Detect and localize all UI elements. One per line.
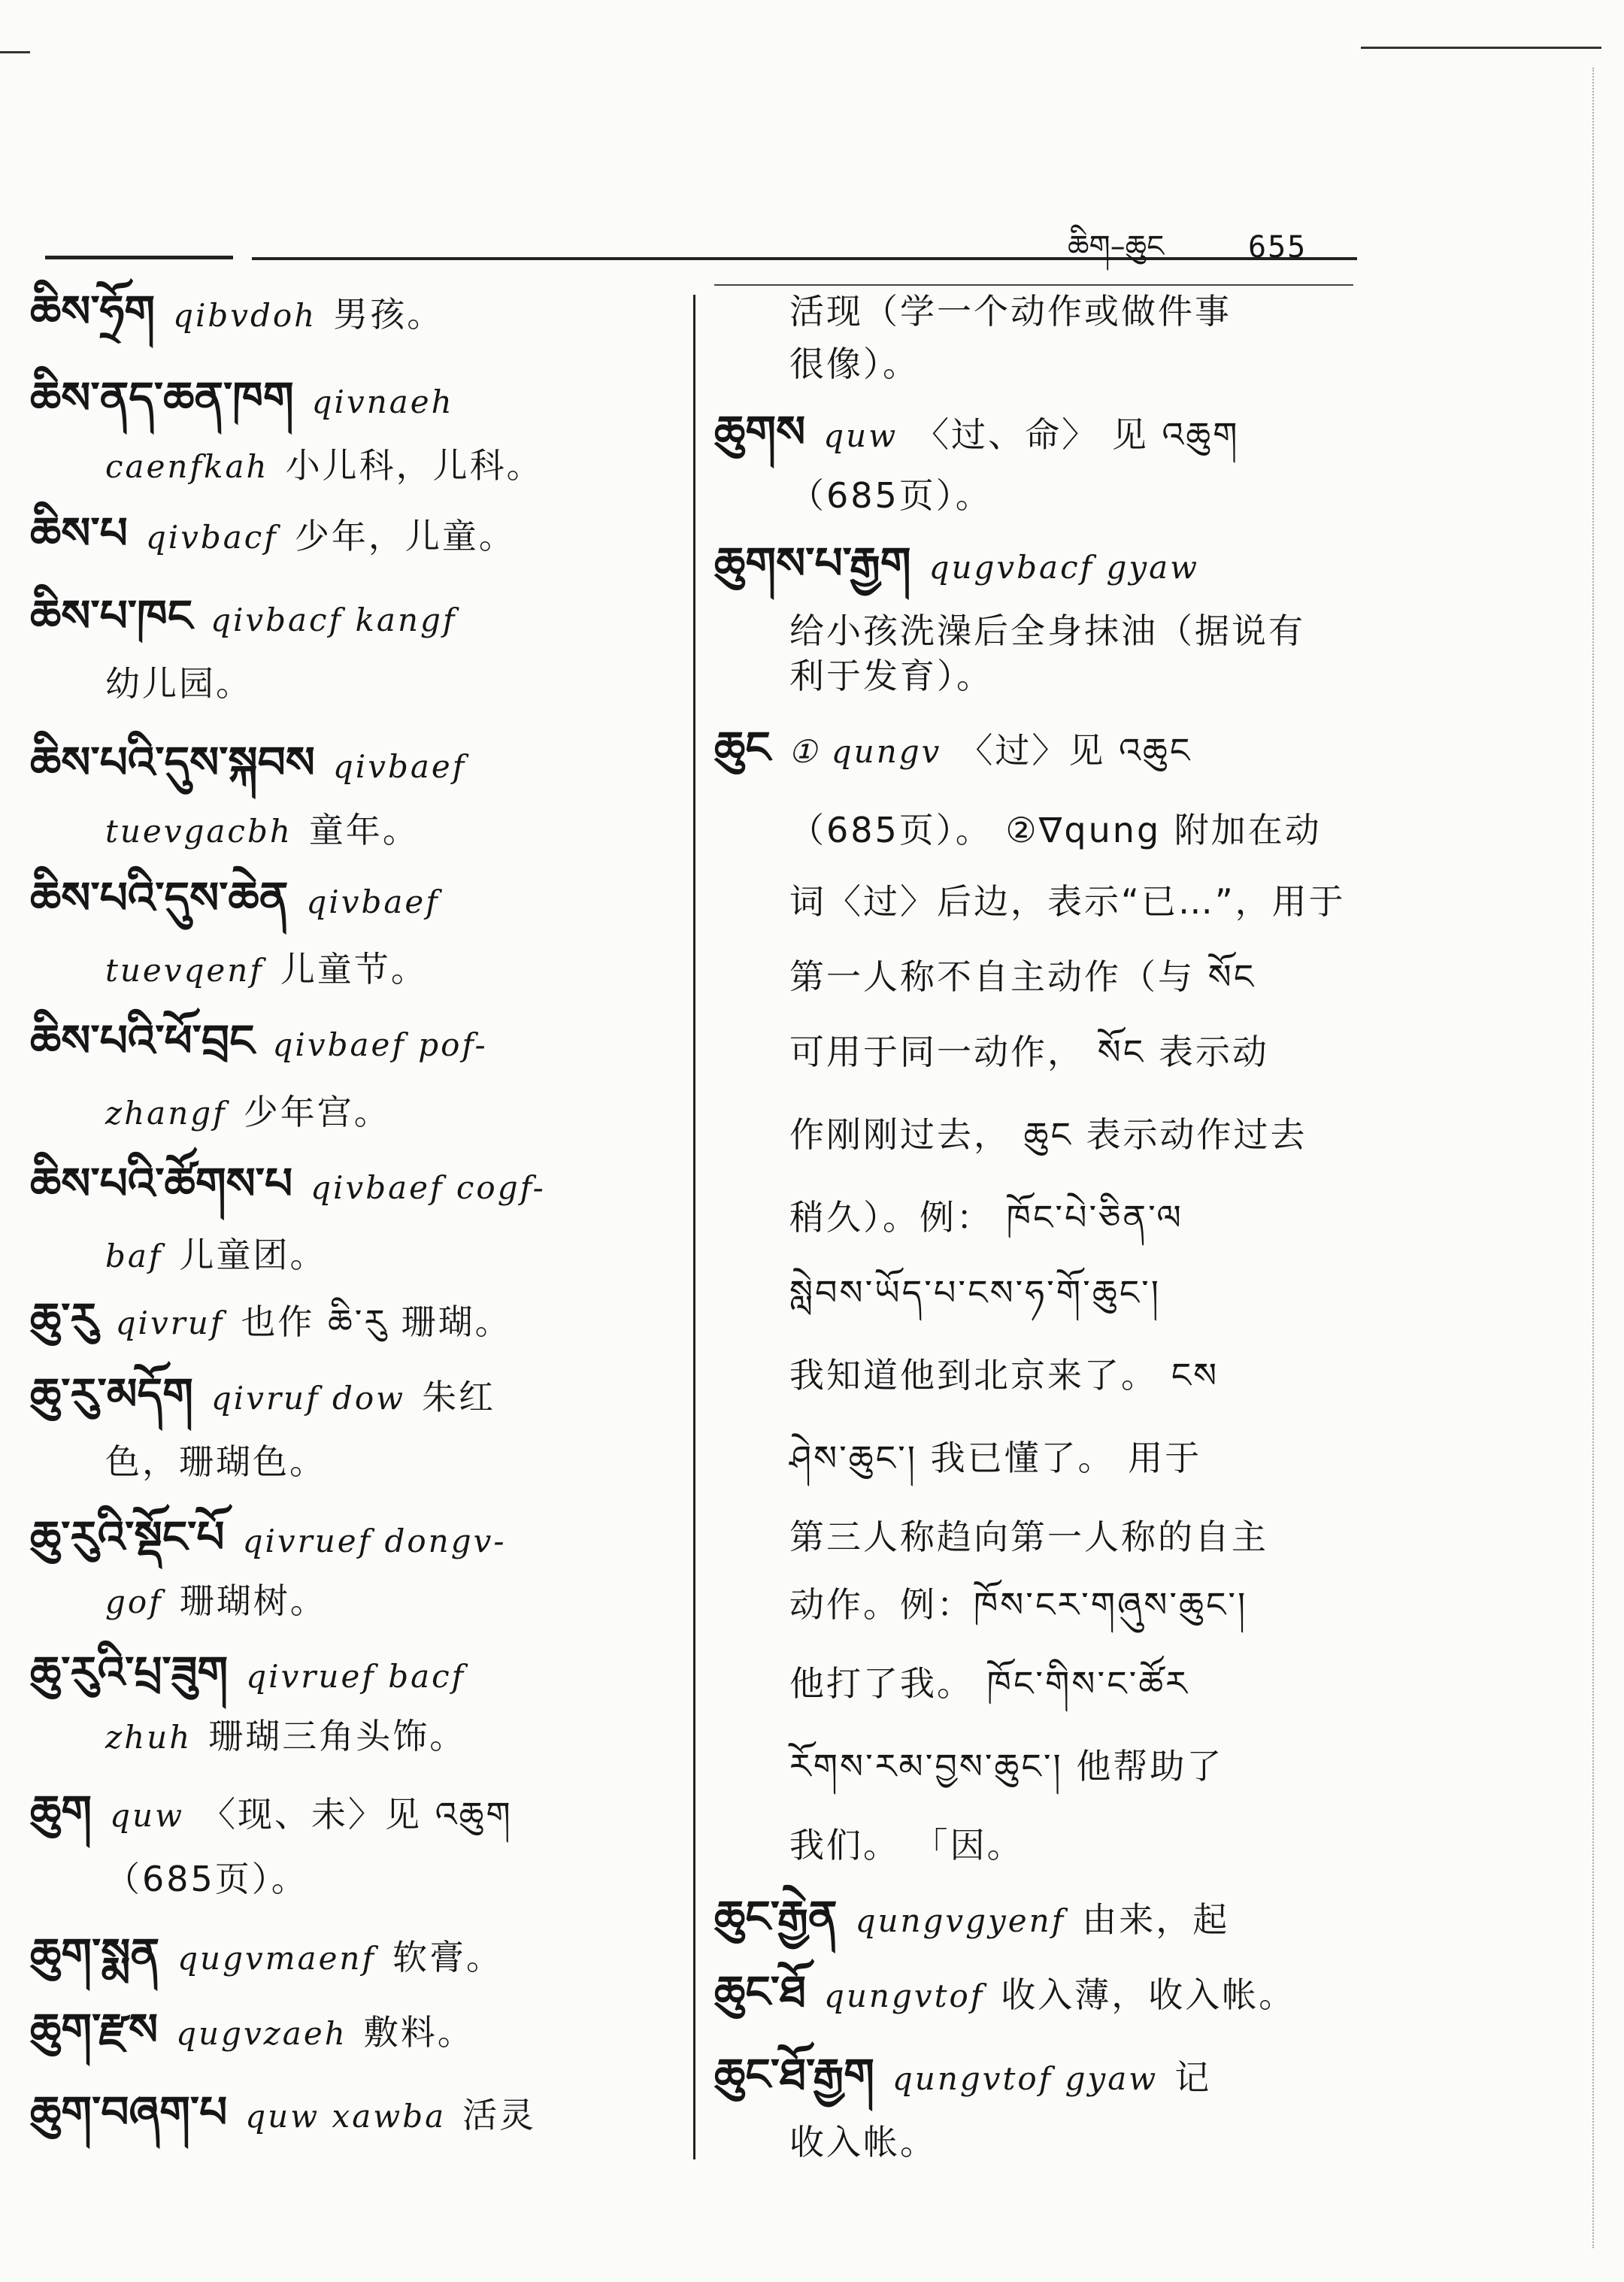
tibetan-headword: ཆུང་ཐོ [714, 1966, 806, 2017]
entry-line [714, 406, 1240, 458]
entry-line [30, 590, 473, 642]
entry-line [714, 880, 1346, 923]
chinese-gloss: 由来，起 [1082, 1899, 1230, 1940]
chinese-gloss: 我们。 「因。 [789, 1825, 1024, 1865]
chinese-gloss: 珊瑚三角头饰。 [208, 1716, 467, 1756]
chinese-gloss: 幼儿园。 [105, 663, 253, 704]
romanization: qibvdoh [173, 297, 317, 334]
entry-line [30, 872, 456, 924]
entry-line [714, 538, 1216, 589]
header-rule-under [714, 284, 1353, 286]
entry-line [714, 2120, 937, 2164]
chinese-gloss: 词〈过〉后边，表示“已…”，用于 [789, 881, 1346, 922]
entry-line [714, 1515, 1268, 1559]
chinese-gloss: 记 [1174, 2057, 1212, 2098]
chinese-gloss: 利于发育）。 [789, 656, 993, 696]
chinese-gloss: 小儿科，儿科。 [285, 445, 544, 486]
chinese-gloss: （685页）。 ②∇qung 附加在动 [789, 810, 1322, 850]
entry-line [714, 474, 992, 517]
tibetan-headword: ཆིས་ནད་ཆན་ཁག [30, 372, 294, 423]
entry-line [30, 1714, 466, 1759]
chinese-gloss: 色，珊瑚色。 [105, 1441, 326, 1482]
column-divider [693, 295, 695, 2159]
chinese-gloss: 〈过〉见 འཆུང [958, 730, 1192, 771]
chinese-gloss: 朱红 [422, 1377, 496, 1417]
romanization: quw [110, 1797, 185, 1834]
romanization: qivbacf [145, 519, 278, 556]
romanization: caenfkah [105, 448, 269, 485]
chinese-gloss: 可用于同一动作， སོང 表示动 [789, 1032, 1269, 1072]
romanization: tuevqenf [105, 952, 264, 989]
entry-line [714, 1030, 1269, 1074]
romanization: gof [105, 1583, 163, 1620]
entry-line [30, 2004, 474, 2056]
chinese-gloss: 儿童节。 [280, 949, 428, 989]
scan-edge-right [1592, 68, 1594, 2248]
chinese-gloss: 作刚刚过去， ཆུང 表示动作过去 [789, 1114, 1307, 1155]
romanization: qugvzaeh [176, 2015, 347, 2052]
chinese-gloss: 软膏。 [392, 1937, 504, 1977]
entry-line [30, 1233, 326, 1278]
romanization: baf [105, 1238, 163, 1274]
entry-line [30, 1015, 504, 1067]
romanization: quw xawba [245, 2098, 447, 2135]
chinese-gloss: 他打了我。 ཁོང་གིས་ང་ཚོར [789, 1663, 1189, 1704]
chinese-gloss: 收入薄，收入帐。 [1001, 1974, 1296, 2015]
entry-line [30, 1511, 523, 1563]
romanization: qivruef dongv- [242, 1523, 507, 1559]
entry-line [30, 1929, 504, 1980]
entry-line [30, 372, 471, 424]
entry-line [714, 955, 1256, 999]
tibetan-headword: ཆིས་པ [30, 508, 128, 559]
chinese-gloss: 第三人称趋向第一人称的自主 [789, 1517, 1268, 1557]
entry-line [714, 1113, 1307, 1156]
entry-line [30, 1158, 562, 1210]
chinese-gloss: （685页）。 [789, 475, 992, 516]
romanization: ① qungv [788, 733, 942, 770]
entry-line [30, 1579, 327, 1624]
tibetan-headword: ཆིས་པའི་དུས་ཆེན [30, 872, 289, 923]
romanization: qivbacf kangf [211, 602, 457, 638]
tibetan-headword: ཆུག་རྫས [30, 2004, 159, 2055]
entry-line [30, 808, 420, 853]
entry-line [714, 1823, 1024, 1867]
tibetan-headword: ཆུང་ཐོ་རྒྱག [714, 2049, 874, 2100]
romanization: qungvtof [823, 1977, 985, 2014]
chinese-gloss: ཤེས་ཆུང་། 我已懂了。 用于 [789, 1438, 1202, 1478]
entry-line [714, 654, 993, 698]
chinese-gloss: 男孩。 [333, 294, 444, 335]
tibetan-headword: ཆིས་པ་ཁང [30, 590, 193, 641]
entry-line [714, 289, 1232, 333]
entry-line [30, 1368, 496, 1420]
entry-line [30, 286, 444, 338]
chinese-gloss: 很像）。 [789, 344, 920, 384]
entry-line [30, 508, 516, 559]
chinese-gloss: 稍久）。例： ཁོང་པེ་ཅིན་ལ [789, 1197, 1183, 1238]
romanization: qugvmaenf [177, 1940, 377, 1977]
chinese-gloss: 〈现、未〉见 འཆུག [201, 1794, 513, 1835]
tibetan-headword: ཆུ་རུའི་པྲ་ཟུག [30, 1647, 229, 1698]
chinese-gloss: 敷料。 [363, 2012, 474, 2053]
chinese-gloss: 我知道他到北京来了。 ངས [789, 1355, 1220, 1396]
chinese-gloss: 第一人称不自主动作（与 སོང [789, 956, 1256, 997]
chinese-gloss: རོགས་རམ་བྱས་ཆུང་། 他帮助了 [789, 1746, 1224, 1787]
romanization: qivruef bacf [246, 1658, 466, 1695]
chinese-gloss: 活现（学一个动作或做件事 [789, 291, 1232, 332]
tibetan-headword: ཆུག་བཞག་པ [30, 2087, 228, 2138]
entry-line [30, 1090, 391, 1135]
tibetan-headword: ཆུ་རུའི་སྡོང་པོ [30, 1511, 225, 1562]
entry-line [30, 1857, 308, 1901]
entry-line [714, 1583, 1247, 1626]
chinese-gloss: 珊瑚树。 [179, 1580, 327, 1621]
entry-line [30, 1440, 326, 1483]
entry-line [30, 2087, 537, 2138]
entry-line [30, 1293, 512, 1345]
tibetan-headword: ཆུག་སྨན [30, 1929, 160, 1980]
entry-line [714, 342, 920, 386]
tibetan-headword: ཆུགས [714, 406, 806, 457]
tibetan-headword: ཆིས་པའི་ཚོགས་པ [30, 1158, 293, 1209]
chinese-gloss: 儿童团。 [179, 1235, 327, 1275]
entry-line [714, 1891, 1230, 1943]
scan-edge-line-right [1361, 47, 1601, 49]
entry-line [30, 1786, 513, 1838]
chinese-gloss: 收入帐。 [789, 2122, 937, 2162]
entry-line [714, 808, 1322, 852]
scan-edge-line-left [0, 51, 30, 53]
entry-line [714, 1271, 1161, 1314]
chinese-gloss: （685页）。 [105, 1859, 308, 1899]
chinese-gloss: 活灵 [462, 2095, 537, 2135]
romanization: qivruf dow [211, 1380, 406, 1417]
romanization: qugvbacf gyaw [929, 549, 1200, 586]
romanization: qivbaef [306, 883, 440, 920]
tibetan-headword: ཆུང་རྒྱེན [714, 1891, 838, 1942]
header-rule-right [252, 257, 1357, 260]
chinese-gloss: 少年宫。 [243, 1092, 391, 1132]
chinese-gloss: 〈过、命〉 见 འཆུག [914, 414, 1240, 455]
entry-line [30, 662, 253, 705]
romanization: qivruf [115, 1305, 225, 1341]
entry-line [714, 1662, 1189, 1705]
entry-line [30, 947, 428, 993]
tibetan-headword: ཆིས་པའི་ཕོ་བྲང [30, 1015, 255, 1066]
tibetan-headword: ཆིས་ཧྲོག [30, 286, 156, 337]
chinese-gloss: 也作 ཆི་རུ 珊瑚。 [241, 1302, 512, 1342]
entry-line [714, 2049, 1212, 2101]
romanization: qungvtof gyaw [892, 2060, 1159, 2097]
chinese-gloss: 少年，儿童。 [294, 516, 516, 556]
entry-line [714, 1436, 1201, 1480]
tibetan-headword: ཆུང [714, 722, 771, 773]
chinese-gloss: 给小孩洗澡后全身抹油（据说有 [789, 611, 1305, 651]
tibetan-headword: ཆུ་རུ་མདོག [30, 1368, 193, 1420]
entry-line [714, 1353, 1219, 1397]
romanization: zhuh [105, 1719, 192, 1756]
romanization: qungvgyenf [855, 1902, 1066, 1939]
tibetan-headword: ཆུགས་པ་རྒྱག [714, 538, 911, 589]
running-head: ཆིག–ཆུང [1068, 229, 1165, 264]
entry-line [30, 1647, 482, 1699]
chinese-gloss: 童年。 [308, 810, 420, 850]
entry-line [714, 609, 1305, 653]
chinese-gloss: སླེབས་ཡོད་པ་ངས་ཧ་གོ་ཆུང་། [789, 1272, 1162, 1313]
entry-line [714, 1966, 1296, 2018]
page-number: 655 [1248, 230, 1307, 265]
romanization: qivnaeh [311, 383, 454, 420]
romanization: quw [823, 417, 898, 454]
tibetan-headword: ཆིས་པའི་དུས་སྐབས [30, 737, 315, 788]
chinese-gloss: 动作。例：ཁོས་ངར་གཞུས་ཆུང་། [789, 1584, 1248, 1625]
entry-line [30, 444, 544, 489]
header-rule-left [45, 256, 233, 259]
romanization: tuevgacbh [105, 813, 292, 850]
entry-line [30, 737, 483, 789]
romanization: qivbaef cogf- [311, 1169, 546, 1206]
tibetan-headword: ཆུ་རུ [30, 1293, 98, 1344]
entry-line [714, 1196, 1183, 1239]
romanization: qivbaef pof- [272, 1026, 488, 1063]
romanization: qivbaef [332, 748, 467, 785]
entry-line [714, 1744, 1223, 1788]
tibetan-headword: ཆུག [30, 1786, 92, 1837]
entry-line [714, 722, 1192, 774]
romanization: zhangf [105, 1095, 227, 1132]
